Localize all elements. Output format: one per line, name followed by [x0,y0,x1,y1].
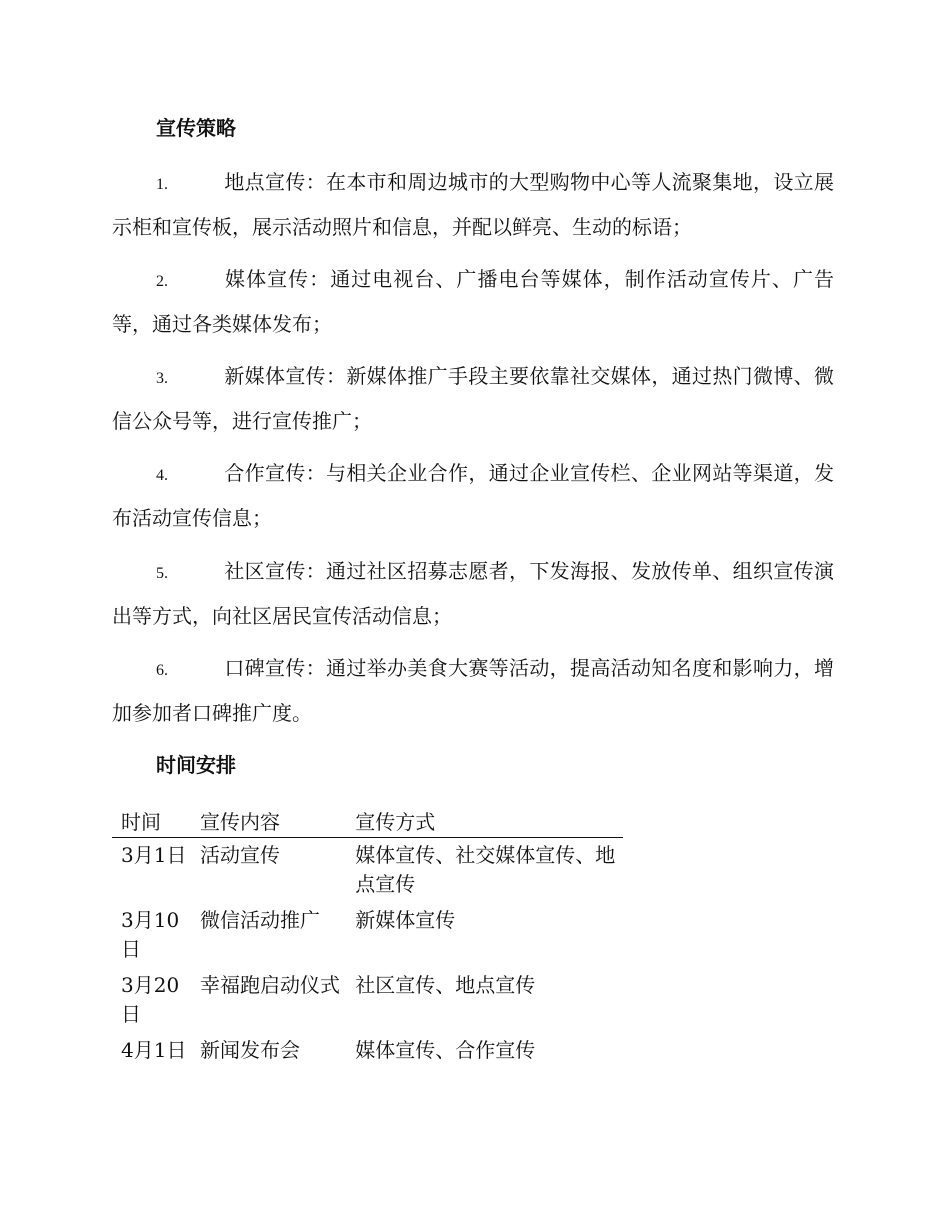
cell-method: 媒体宣传、合作宣传 [355,1038,536,1062]
strategy-item-1 [112,161,834,248]
cell-time: 3月20日 [121,973,180,1026]
cell-content: 幸福跑启动仪式 [199,973,340,997]
table-row [112,968,623,1033]
cell-time: 3月10日 [121,908,180,961]
item-number: 3. [156,370,168,387]
item-number: 1. [156,176,168,193]
strategy-item-3 [112,355,834,442]
section-heading-schedule: 时间安排 [156,753,236,777]
item-text: 口碑宣传：通过举办美食大赛等活动，提高活动知名度和影响力，增加参加者口碑推广度。 [112,656,834,725]
item-text: 媒体宣传：通过电视台、广播电台等媒体，制作活动宣传片、广告等，通过各类媒体发布； [112,267,834,336]
table-row [112,903,623,968]
cell-method: 新媒体宣传 [355,908,456,932]
strategy-item-4 [112,452,834,539]
section-heading-strategy: 宣传策略 [156,116,236,140]
cell-content: 微信活动推广 [199,908,320,932]
column-header-time: 时间 [112,806,191,838]
schedule-table [112,806,623,1069]
cell-method: 媒体宣传、社交媒体宣传、地点宣传 [355,843,616,896]
cell-time: 3月1日 [121,843,187,867]
column-header-content: 宣传内容 [191,806,346,838]
cell-content: 活动宣传 [199,843,280,867]
table-row [112,838,623,904]
cell-time: 4月1日 [121,1038,187,1062]
strategy-item-6 [112,647,834,734]
item-text: 新媒体宣传：新媒体推广手段主要依靠社交媒体，通过热门微博、微信公众号等，进行宣传推广； [112,364,834,433]
column-header-method: 宣传方式 [346,806,623,838]
table-row [112,1033,623,1069]
item-number: 6. [156,662,168,679]
cell-method: 社区宣传、地点宣传 [355,973,536,997]
strategy-item-2 [112,258,834,345]
item-number: 5. [156,565,168,582]
strategy-item-5 [112,550,834,637]
item-text: 地点宣传：在本市和周边城市的大型购物中心等人流聚集地，设立展示柜和宣传板，展示活动照片和信息，并配以鲜亮、生动的标语； [112,170,834,239]
item-text: 社区宣传：通过社区招募志愿者，下发海报、发放传单、组织宣传演出等方式，向社区居民宣传活动信息； [112,559,834,628]
item-text: 合作宣传：与相关企业合作，通过企业宣传栏、企业网站等渠道，发布活动宣传信息； [112,461,834,530]
table-header-row [112,806,623,838]
item-number: 2. [156,273,168,290]
item-number: 4. [156,467,168,484]
cell-content: 新闻发布会 [199,1038,300,1062]
